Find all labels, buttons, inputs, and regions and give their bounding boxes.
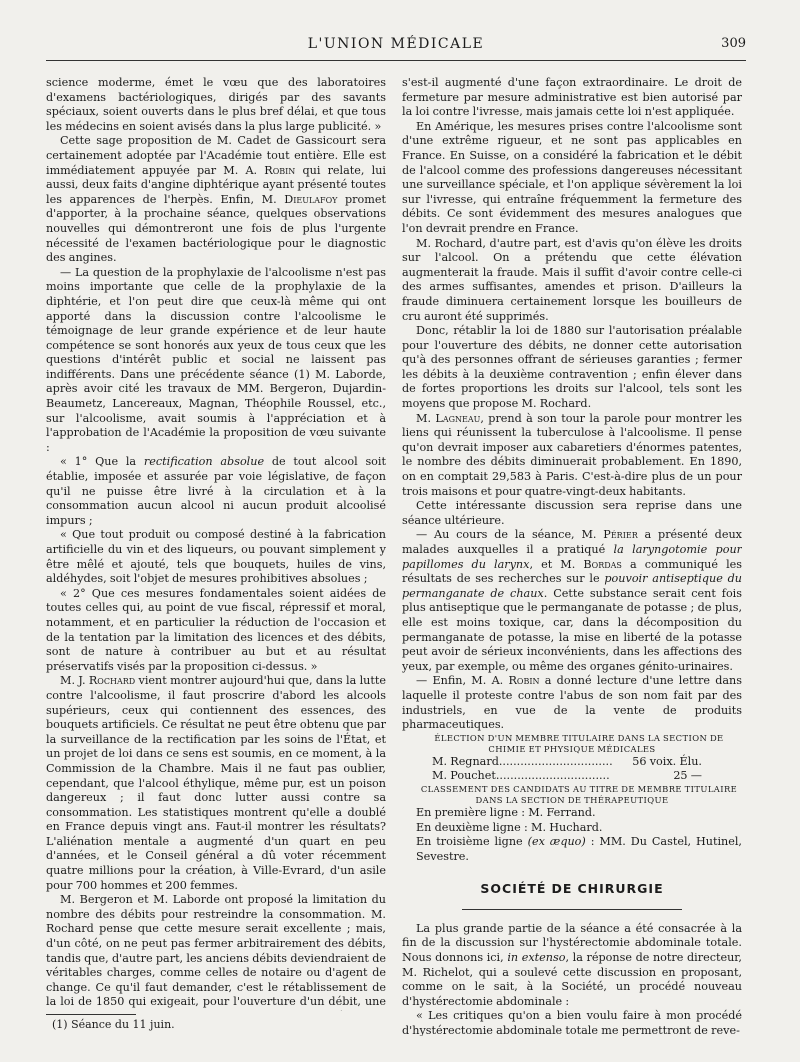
paragraph: — Au cours de la séance, M. Périer a présenté deux malades auxquelles il a pratiqué la laryngotomie pour papillomes du larynx, et M. Bordas a communiqué les résultats de ses recherches sur le pouvoir antiseptique du permanganate de chaux. Cette substance serait cent fois plus antiseptique que le permanganate de potasse ; de plus, elle est moins toxique, car, dans la décomposition du permanganate de potasse, la mise en liberté de la potasse peut avoir de sérieux inconvénients, dans les affections des yeux, par exemple, ou même des organes génito-urinaires. xyxy=(402,528,742,673)
paragraph: « Les critiques qu'on a bien voulu faire à mon procédé d'hystérectomie abdominale totale me permettront de reve- xyxy=(402,1009,742,1036)
vote-count: 56 voix. Élu. xyxy=(632,754,702,768)
paragraph: La plus grande partie de la séance a été consacrée à la fin de la discussion sur l'hystérectomie abdominale totale. Nous donnons ici, in extenso, la réponse de notre directeur, M. Richelot, qui a soulevé cette discussion en proposant, comme on le sait, à la Société, un procédé nouveau d'hystérectomie abdominale : xyxy=(402,921,742,1008)
candidate-name: M. Regnard xyxy=(432,754,499,768)
ranking-heading: CLASSEMENT DES CANDIDATS AU TITRE DE MEMBRE TITULAIRE DANS LA SECTION DE THÉRAPEUTIQUE xyxy=(420,783,738,805)
ranking-line: En première ligne : M. Ferrand. xyxy=(416,805,596,819)
paragraph: M. Lagneau, prend à son tour la parole pour montrer les liens qui réunissent la tuberculose à l'alcoolisme. Il pense qu'on devrait imposer aux cabaretiers d'énormes patentes, le nombre des débits diminuerait probablement. En 1890, on en comptait 29,583 à Paris. C'est-à-dire plus de un pour trois maisons et pour quatre-vingt-deux habitants. xyxy=(402,411,742,498)
ranking-line: En troisième ligne (ex æquo) : MM. Du Castel, Hutinel, Sevestre. xyxy=(416,835,742,863)
paragraph: M. Rochard, d'autre part, est d'avis qu'on élève les droits sur l'alcool. On a prétendu que cette élévation augmenterait la fraude. Mais il suffit d'avoir contre celle-ci des armes suffisantes, amendes et prison. D'ailleurs la fraude diminuera certainement lorsque les bouilleurs de cru auront été supprimés. xyxy=(402,236,742,323)
leader-dots: ................................ xyxy=(495,769,610,783)
section-divider xyxy=(462,909,682,910)
paragraph: En Amérique, les mesures prises contre l'alcoolisme sont d'une extrême rigueur, et ne sont pas applicables en France. En Suisse, on a considéré la fabrication et le débit de l'alcool comme des professions dangereuses nécessitant une surveillance spéciale, et l'on applique sévèrement la loi sur l'ivresse, qui entraîne fréquemment la fermeture des débits. Ce sont évidemment des mesures analogues que l'on devrait prendre en France. xyxy=(402,119,742,235)
candidate-name: M. Pouchet xyxy=(432,769,496,783)
paragraph: — La question de la prophylaxie de l'alcoolisme n'est pas moins importante que celle de la prophylaxie de la diphtérie, et l'on peut dire que ceux-là même qui ont apporté dans la discussion contre l'alcoolisme le témoignage de leur grande expérience et de leur haute compétence se sont honorés aux yeux de tous ceux que les questions d'intérêt public et social ne laissent pas indifférents. Dans une précédente séance (1) M. Laborde, après avoir cité les travaux de MM. Bergeron, Dujardin-Beaumetz, Lancereaux, Magnan, Théophile Roussel, etc., sur l'alcoolisme, avait soumis à l'appréciation et à l'approbation de l'Académie la proposition de vœu suivante : xyxy=(46,265,386,454)
section-title: SOCIÉTÉ DE CHIRURGIE xyxy=(480,881,664,897)
paragraph: Cette intéressante discussion sera reprise dans une séance ultérieure. xyxy=(402,499,742,527)
paragraph: « Que tout produit ou composé destiné à la fabrication artificielle du vin et des liqueurs, ou pouvant simplement y être mêlé et ajouté, tels que bouquets, huiles de vins, aldéhydes, soit l'objet de mesures prohibitives absolues ; xyxy=(46,528,386,586)
footnote: (1) Séance du 11 juin. xyxy=(52,1018,175,1031)
election-result-row xyxy=(402,755,742,770)
ranking-line: En deuxième ligne : M. Huchard. xyxy=(416,820,603,834)
paragraph: s'est-il augmenté d'une façon extraordinaire. Le droit de fermeture par mesure administrative est bien autorisé par la loi contre l'ivresse, mais jamais cette loi n'est appliquée. xyxy=(402,76,742,119)
vote-count: 25 — xyxy=(673,769,702,783)
paragraph: science moderme, émet le vœu que des laboratoires d'examens bactériologiques, dirigés par des savants spéciaux, soient ouverts dans le plus bref délai, et que tous les médecins en soient avisés dans la plus large publicité. » xyxy=(46,76,386,133)
paragraph: « 1° Que la rectification absolue de tout alcool soit établie, imposée et assurée par voie législative, de façon qu'il ne puisse être livré à la circulation et à la consommation aucun alcool ni aucun produit alcoolisé impurs ; xyxy=(46,455,386,527)
right-column xyxy=(402,76,742,1036)
running-header xyxy=(46,34,746,61)
election-heading: ÉLECTION D'UN MEMBRE TITULAIRE DANS LA SECTION DE CHIMIE ET PHYSIQUE MÉDICALES xyxy=(434,732,724,754)
journal-title: L'UNION MÉDICALE xyxy=(307,36,485,52)
paragraph: M. J. Rochard vient montrer aujourd'hui que, dans la lutte contre l'alcoolisme, il faut proscrire d'abord les alcools supérieurs, ceux qui contiennent des essences, des bouquets artificiels. Ce résultat ne peut être obtenu que par la surveillance de la rectification par les soins de l'État, et un projet de loi dans ce sens est soumis, en ce moment, à la Commission de la Chambre. Mais il ne faut pas oublier, cependant, que l'alcool éthylique, même pur, est un poison dangereux ; il faut donc lutter aussi contre sa consommation. Les statistiques montrent qu'elle a doublé en France depuis vingt ans. Faut-il montrer les résultats? L'aliénation mentale a augmenté d'un quart en peu d'années, et le Conseil général a dû voter récemment quatre millions pour la création, à Ville-Evrard, d'un asile pour 700 hommes et 200 femmes. xyxy=(46,674,386,892)
left-column xyxy=(46,76,386,1011)
paragraph: « 2° Que ces mesures fondamentales soient aidées de toutes celles qui, au point de vue fiscal, répressif et moral, notamment, et en particulier la réduction de l'occasion et de la tentation par la limitation des licences et des débits, sont de nature à contribuer au but et au résultat préservatifs visés par la proposition ci-dessus. » xyxy=(46,586,386,673)
paragraph: Donc, rétablir la loi de 1880 sur l'autorisation préalable pour l'ouverture des débits, ne donner cette autorisation qu'à des personnes offrant de sérieuses garanties ; fermer les débits à la deuxième contravention ; enfin élever dans de fortes proportions les droits sur l'alcool, tels sont les moyens que propose M. Rochard. xyxy=(402,324,742,411)
paragraph: — Enfin, M. A. Robin a donné lecture d'une lettre dans laquelle il proteste contre l'abus de son nom fait par des industriels, en vue de la vente de produits pharmaceutiques. xyxy=(402,674,742,732)
page-number: 309 xyxy=(721,36,746,51)
paragraph: Cette sage proposition de M. Cadet de Gassicourt sera certainement adoptée par l'Académie tout entière. Elle est immédiatement appuyée par M. A. Robin qui relate, lui aussi, deux faits d'angine diphtérique ayant présenté toutes les apparences de l'herpès. Enfin, M. Dieulafoy promet d'apporter, à la prochaine séance, quelques observations nouvelles qui démontreront une fois de plus l'urgente nécessité de l'examen bactériologique pour le diagnostic des angines. xyxy=(46,134,386,265)
election-result-row xyxy=(402,769,742,784)
footnote-divider xyxy=(46,1014,136,1015)
leader-dots: ................................ xyxy=(498,754,613,768)
paragraph: M. Bergeron et M. Laborde ont proposé la limitation du nombre des débits pour restreindre la consommation. M. Rochard pense que cette mesure serait excellente ; mais, d'un côté, on ne peut pas fermer arbitrairement des débits, tandis que, d'autre part, les anciens débits deviendraient de véritables charges, comme celles de notaire ou d'agent de change. Ce qu'il faut demander, c'est le rétablissement de la loi de 1850 qui exigeait, pour l'ouverture d'un débit, une xyxy=(46,893,386,1009)
